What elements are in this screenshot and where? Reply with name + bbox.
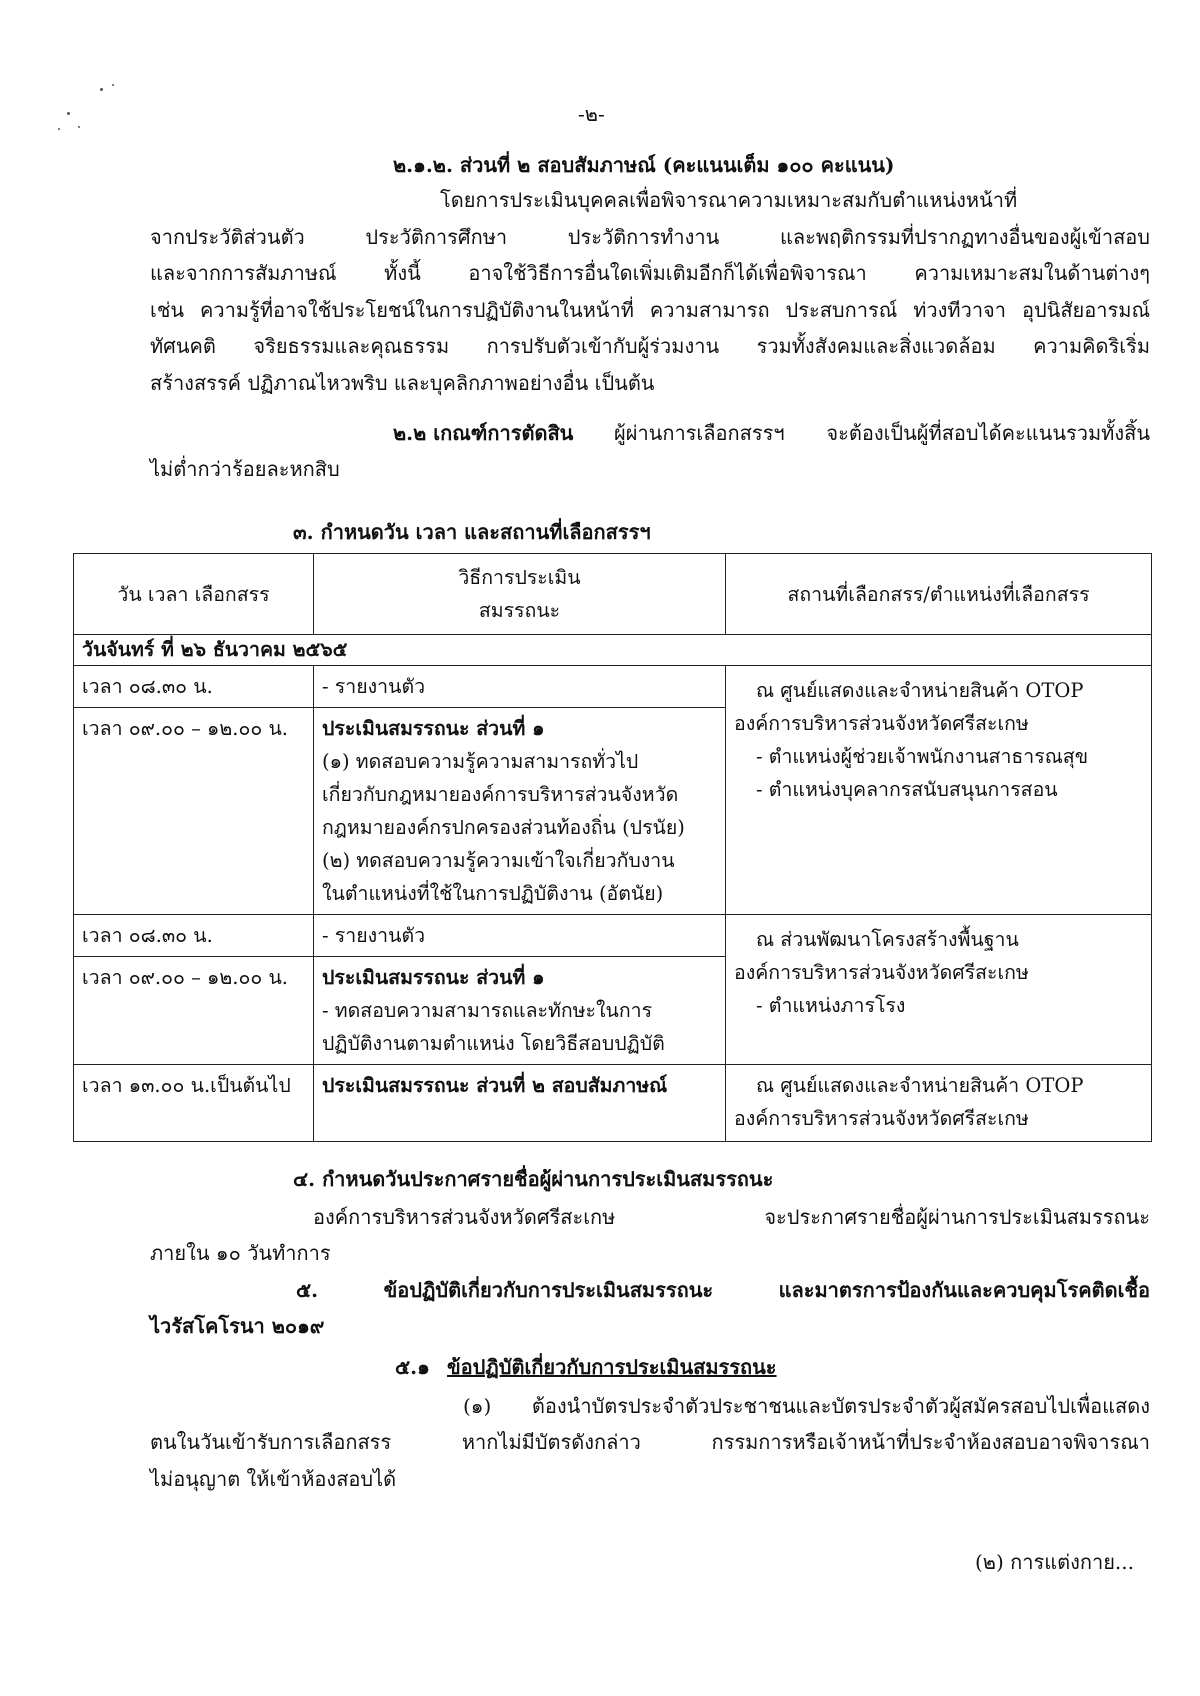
section-51-item1-line: ตนในวันเข้ารับการเลือกสรร หากไม่มีบัตรดังกล่าว กรรมการหรือเจ้าหน้าที่ประจำห้องสอบอาจพิจารณา bbox=[150, 1430, 1150, 1454]
continuation-text: (๒) การแต่งกาย... bbox=[975, 1550, 1135, 1574]
scan-speck bbox=[67, 112, 70, 115]
venue-cell-a bbox=[726, 666, 1152, 915]
scan-speck bbox=[112, 84, 114, 86]
method-line: (๒) ทดสอบความรู้ความเข้าใจเกี่ยวกับงาน bbox=[322, 849, 675, 872]
header-date-time: วัน เวลา เลือกสรร bbox=[74, 554, 314, 635]
method-title: ประเมินสมรรถนะ ส่วนที่ ๑ bbox=[322, 717, 545, 740]
scan-speck bbox=[58, 128, 60, 130]
venue-cell-b bbox=[726, 915, 1152, 1065]
section-22-heading: ๒.๒ เกณฑ์การตัดสิน bbox=[393, 421, 574, 445]
method-line: ปฏิบัติงานตามตำแหน่ง โดยวิธีสอบปฏิบัติ bbox=[322, 1032, 665, 1055]
section-5-heading-line2: ไวรัสโคโรนา ๒๐๑๙ bbox=[150, 1314, 325, 1338]
section-5-heading-line1: ๕. ข้อปฏิบัติเกี่ยวกับการประเมินสมรรถนะ และมาตรการป้องกันและควบคุมโรคติดเชื้อ bbox=[296, 1278, 1150, 1302]
section-22-line1: ผู้ผ่านการเลือกสรรฯ จะต้องเป็นผู้ที่สอบได้คะแนนรวมทั้งสิ้น bbox=[614, 421, 1150, 445]
header-venue: สถานที่เลือกสรร/ตำแหน่งที่เลือกสรร bbox=[726, 554, 1152, 635]
section-212-heading: ๒.๑.๒. ส่วนที่ ๒ สอบสัมภาษณ์ (คะแนนเต็ม ๑๐๐ คะแนน) bbox=[393, 153, 895, 177]
time-cell: เวลา ๐๘.๓๐ น. bbox=[74, 666, 314, 708]
method-cell bbox=[314, 915, 726, 957]
method-line: - รายงานตัว bbox=[322, 675, 426, 698]
method-line: - รายงานตัว bbox=[322, 924, 426, 947]
section-4-line2: ภายใน ๑๐ วันทำการ bbox=[150, 1241, 331, 1265]
venue-line1: ณ ศูนย์แสดงและจำหน่ายสินค้า OTOP bbox=[756, 679, 1084, 702]
section-51-number: ๕.๑ bbox=[395, 1355, 430, 1379]
section-212-line: และจากการสัมภาษณ์ ทั้งนี้ อาจใช้วิธีการอื่นใดเพิ่มเติมอีกก็ได้เพื่อพิจารณา ความเหมาะสมในด้านต่างๆ bbox=[150, 261, 1150, 285]
table-row bbox=[74, 1065, 1152, 1142]
schedule-table bbox=[73, 553, 1152, 1142]
time-cell: เวลา ๐๘.๓๐ น. bbox=[74, 915, 314, 957]
section-4-heading: ๔. กำหนดวันประกาศรายชื่อผู้ผ่านการประเมินสมรรถนะ bbox=[293, 1167, 774, 1191]
section-212-line: สร้างสรรค์ ปฏิภาณไหวพริบ และบุคลิกภาพอย่างอื่น เป็นต้น bbox=[150, 371, 655, 395]
venue-position: - ตำแหน่งผู้ช่วยเจ้าพนักงานสาธารณสุข bbox=[756, 745, 1089, 768]
section-212-line: จากประวัติส่วนตัว ประวัติการศึกษา ประวัติการทำงาน และพฤติกรรมที่ปรากฏทางอื่นของผู้เข้าสอบ bbox=[150, 225, 1150, 249]
venue-line1: ณ ส่วนพัฒนาโครงสร้างพื้นฐาน bbox=[756, 928, 1019, 951]
venue-line2: องค์การบริหารส่วนจังหวัดศรีสะเกษ bbox=[734, 961, 1029, 984]
scan-speck bbox=[78, 126, 80, 128]
section-3-heading: ๓. กำหนดวัน เวลา และสถานที่เลือกสรรฯ bbox=[293, 520, 651, 544]
page-number: -๒- bbox=[578, 102, 605, 126]
section-212-line: เช่น ความรู้ที่อาจใช้ประโยชน์ในการปฏิบัติงานในหน้าที่ ความสามารถ ประสบการณ์ ท่วงทีวาจา อุปนิสัยอารมณ์ bbox=[150, 298, 1150, 322]
section-51-heading: ข้อปฏิบัติเกี่ยวกับการประเมินสมรรถนะ bbox=[447, 1355, 777, 1379]
method-line: (๑) ทดสอบความรู้ความสามารถทั่วไป bbox=[322, 750, 639, 773]
section-22-line2: ไม่ต่ำกว่าร้อยละหกสิบ bbox=[150, 457, 340, 481]
scan-speck bbox=[100, 88, 103, 91]
time-cell: เวลา ๐๙.๐๐ – ๑๒.๐๐ น. bbox=[74, 957, 314, 1065]
section-51-item1-line: (๑) ต้องนำบัตรประจำตัวประชาชนและบัตรประจำตัวผู้สมัครสอบไปเพื่อแสดง bbox=[463, 1394, 1150, 1418]
header-method-line1: วิธีการประเมิน bbox=[458, 566, 581, 589]
section-4-line1: องค์การบริหารส่วนจังหวัดศรีสะเกษ จะประกาศรายชื่อผู้ผ่านการประเมินสมรรถนะ bbox=[313, 1205, 1150, 1229]
time-cell: เวลา ๐๙.๐๐ – ๑๒.๐๐ น. bbox=[74, 708, 314, 915]
table-row bbox=[74, 915, 1152, 957]
method-cell bbox=[314, 666, 726, 708]
method-line: เกี่ยวกับกฎหมายองค์การบริหารส่วนจังหวัด bbox=[322, 783, 679, 806]
method-cell bbox=[314, 957, 726, 1065]
venue-cell-c bbox=[726, 1065, 1152, 1142]
section-212-line: ทัศนคติ จริยธรรมและคุณธรรม การปรับตัวเข้ากับผู้ร่วมงาน รวมทั้งสังคมและสิ่งแวดล้อม ความคิดริเริ่ม bbox=[150, 334, 1150, 358]
method-line: - ทดสอบความสามารถและทักษะในการ bbox=[322, 999, 653, 1022]
method-cell bbox=[314, 1065, 726, 1142]
date-cell: วันจันทร์ ที่ ๒๖ ธันวาคม ๒๕๖๕ bbox=[74, 635, 1152, 666]
section-51-item1-line: ไม่อนุญาต ให้เข้าห้องสอบได้ bbox=[150, 1467, 397, 1491]
venue-line1: ณ ศูนย์แสดงและจำหน่ายสินค้า OTOP bbox=[756, 1074, 1084, 1097]
venue-position: - ตำแหน่งภารโรง bbox=[756, 994, 906, 1017]
venue-line2: องค์การบริหารส่วนจังหวัดศรีสะเกษ bbox=[734, 712, 1029, 735]
method-line: ในตำแหน่งที่ใช้ในการปฏิบัติงาน (อัตนัย) bbox=[322, 882, 664, 905]
method-cell bbox=[314, 708, 726, 915]
header-method-line2: สมรรถนะ bbox=[478, 599, 561, 622]
section-212-line: โดยการประเมินบุคคลเพื่อพิจารณาความเหมาะสมกับตำแหน่งหน้าที่ bbox=[440, 188, 1018, 212]
method-title: ประเมินสมรรถนะ ส่วนที่ ๑ bbox=[322, 966, 545, 989]
venue-line2: องค์การบริหารส่วนจังหวัดศรีสะเกษ bbox=[734, 1107, 1029, 1130]
table-row bbox=[74, 666, 1152, 708]
table-header-row bbox=[74, 554, 1152, 635]
time-cell: เวลา ๑๓.๐๐ น.เป็นต้นไป bbox=[74, 1065, 314, 1142]
table-date-row bbox=[74, 635, 1152, 666]
method-line: กฎหมายองค์กรปกครองส่วนท้องถิ่น (ปรนัย) bbox=[322, 816, 685, 839]
method-title: ประเมินสมรรถนะ ส่วนที่ ๒ สอบสัมภาษณ์ bbox=[322, 1074, 668, 1097]
venue-position: - ตำแหน่งบุคลากรสนับสนุนการสอน bbox=[756, 778, 1058, 801]
header-method bbox=[314, 554, 726, 635]
